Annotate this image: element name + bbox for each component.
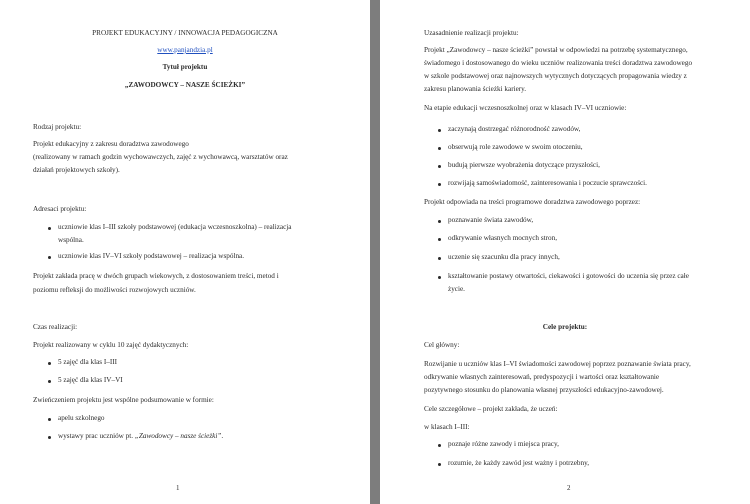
bullet-dot bbox=[438, 276, 441, 279]
project-title: „ZAWODOWCY – NASZE ŚCIEŻKI” bbox=[124, 81, 246, 89]
page-number: 2 bbox=[567, 484, 571, 492]
odpowiada-item: kształtowanie postawy otwartości, ciekawości i gotowości do uczenia się przez całe bbox=[448, 272, 689, 280]
etap-text: Na etapie edukacji wczesnoszkolnej oraz w klasach IV–VI uczniowie: bbox=[424, 104, 627, 112]
zaklada-line: poziomu refleksji do możliwości rozwojowych uczniów. bbox=[33, 286, 196, 294]
etap-item: zaczynają dostrzegać różnorodność zawodów, bbox=[448, 125, 581, 133]
bullet-dot bbox=[438, 444, 441, 447]
podsumowanie-item-text: wystawy prac uczniów pt. bbox=[58, 432, 135, 440]
podsumowanie-item bbox=[58, 432, 223, 441]
bullet-dot bbox=[438, 257, 441, 260]
odpowiada-item-cont: życie. bbox=[448, 285, 465, 293]
page-number: 1 bbox=[176, 484, 180, 492]
podsumowanie-item: apelu szkolnego bbox=[58, 414, 105, 422]
bullet-dot bbox=[438, 463, 441, 466]
szczegolowe-text: Cele szczegółowe – projekt zakłada, że uczeń: bbox=[424, 405, 558, 413]
document-page-1 bbox=[0, 0, 370, 504]
bullet-dot bbox=[48, 418, 51, 421]
klasy-item: poznaje różne zawody i miejsca pracy, bbox=[448, 440, 559, 448]
document-header: PROJEKT EDUKACYJNY / INNOWACJA PEDAGOGICZNA bbox=[92, 29, 278, 37]
uzasadnienie-line: świadomego i dostosowanego do wieku uczniów realizowania treści doradztwa zawodowego bbox=[424, 59, 693, 67]
adresaci-item: uczniowie klas I–III szkoły podstawowej (edukacja wczesnoszkolna) – realizacja bbox=[58, 223, 292, 231]
bullet-dot bbox=[438, 183, 441, 186]
bullet-dot bbox=[48, 436, 51, 439]
klasy-label: w klasach I–III: bbox=[424, 423, 470, 431]
bullet-dot bbox=[48, 256, 51, 259]
rodzaj-label: Rodzaj projektu: bbox=[33, 123, 82, 131]
odpowiada-item: poznawanie świata zawodów, bbox=[448, 216, 534, 224]
uzasadnienie-line: Projekt „Zawodowcy – nasze ścieżki” powstał w odpowiedzi na potrzebę systematycznego, bbox=[424, 46, 688, 54]
cykl-text: Projekt realizowany w cyklu 10 zajęć dydaktycznych: bbox=[33, 341, 189, 349]
odpowiada-text: Projekt odpowiada na treści programowe doradztwa zawodowego poprzez: bbox=[424, 198, 641, 206]
cel-glowny-line: pozytywnego stosunku do planowania własnej przyszłości edukacyjno-zawodowej. bbox=[424, 386, 664, 394]
bullet-dot bbox=[48, 362, 51, 365]
title-label: Tytuł projektu bbox=[162, 63, 208, 71]
exhibition-title: „Zawodowcy – nasze ścieżki” bbox=[134, 432, 222, 440]
website-link[interactable]: www.panjandzia.pl bbox=[157, 46, 213, 54]
etap-item: obserwują role zawodowe w swoim otoczeniu, bbox=[448, 143, 583, 151]
uzasadnienie-line: zakresu planowania ścieżki kariery. bbox=[424, 85, 527, 93]
adresaci-item-cont: wspólna. bbox=[58, 236, 84, 244]
odpowiada-item: uczenie się szacunku dla pracy innych, bbox=[448, 253, 560, 261]
rodzaj-line: Projekt edukacyjny z zakresu doradztwa zawodowego bbox=[33, 140, 189, 148]
etap-item: rozwijają samoświadomość, zainteresowania i poczucie sprawczości. bbox=[448, 179, 647, 187]
zaklada-line: Projekt zakłada pracę w dwóch grupach wiekowych, z dostosowaniem treści, metod i bbox=[33, 272, 279, 280]
bullet-dot bbox=[438, 220, 441, 223]
podsumowanie-item-end: . bbox=[221, 432, 224, 440]
klasy-item: rozumie, że każdy zawód jest ważny i potrzebny, bbox=[448, 459, 590, 467]
bullet-dot bbox=[438, 129, 441, 132]
adresaci-item: uczniowie klas IV–VI szkoły podstawowej – realizacja wspólna. bbox=[58, 252, 245, 260]
cele-heading: Cele projektu: bbox=[542, 323, 588, 331]
etap-item: budują pierwsze wyobrażenia dotyczące przyszłości, bbox=[448, 161, 600, 169]
cykl-item: 5 zajęć dla klas I–III bbox=[58, 358, 118, 366]
uzasadnienie-line: w szkole podstawowej oraz najnowszych wytycznych dotyczących propagowania wiedzy z bbox=[424, 72, 687, 80]
adresaci-label: Adresaci projektu: bbox=[33, 205, 87, 213]
uzasadnienie-label: Uzasadnienie realizacji projektu: bbox=[424, 29, 519, 37]
bullet-dot bbox=[48, 227, 51, 230]
odpowiada-item: odkrywanie własnych mocnych stron, bbox=[448, 234, 557, 242]
bullet-dot bbox=[438, 238, 441, 241]
rodzaj-line: (realizowany w ramach godzin wychowawczych, zajęć z wychowawcą, warsztatów oraz bbox=[33, 153, 288, 161]
podsumowanie-text: Zwieńczeniem projektu jest wspólne podsumowanie w formie: bbox=[33, 396, 214, 404]
cel-glowny-line: Rozwijanie u uczniów klas I–VI świadomości zawodowej poprzez poznawanie świata pracy, bbox=[424, 360, 691, 368]
cel-glowny-line: odkrywanie własnych zainteresowań, predyspozycji i wartości oraz kształtowanie bbox=[424, 373, 660, 381]
rodzaj-line: działań projektowych szkoły). bbox=[33, 166, 120, 174]
cel-glowny-label: Cel główny: bbox=[424, 341, 460, 349]
bullet-dot bbox=[48, 380, 51, 383]
bullet-dot bbox=[438, 165, 441, 168]
czas-label: Czas realizacji: bbox=[33, 323, 78, 331]
document-page-2 bbox=[380, 0, 750, 504]
page-separator bbox=[370, 0, 380, 504]
bullet-dot bbox=[438, 147, 441, 150]
cykl-item: 5 zajęć dla klas IV–VI bbox=[58, 376, 123, 384]
